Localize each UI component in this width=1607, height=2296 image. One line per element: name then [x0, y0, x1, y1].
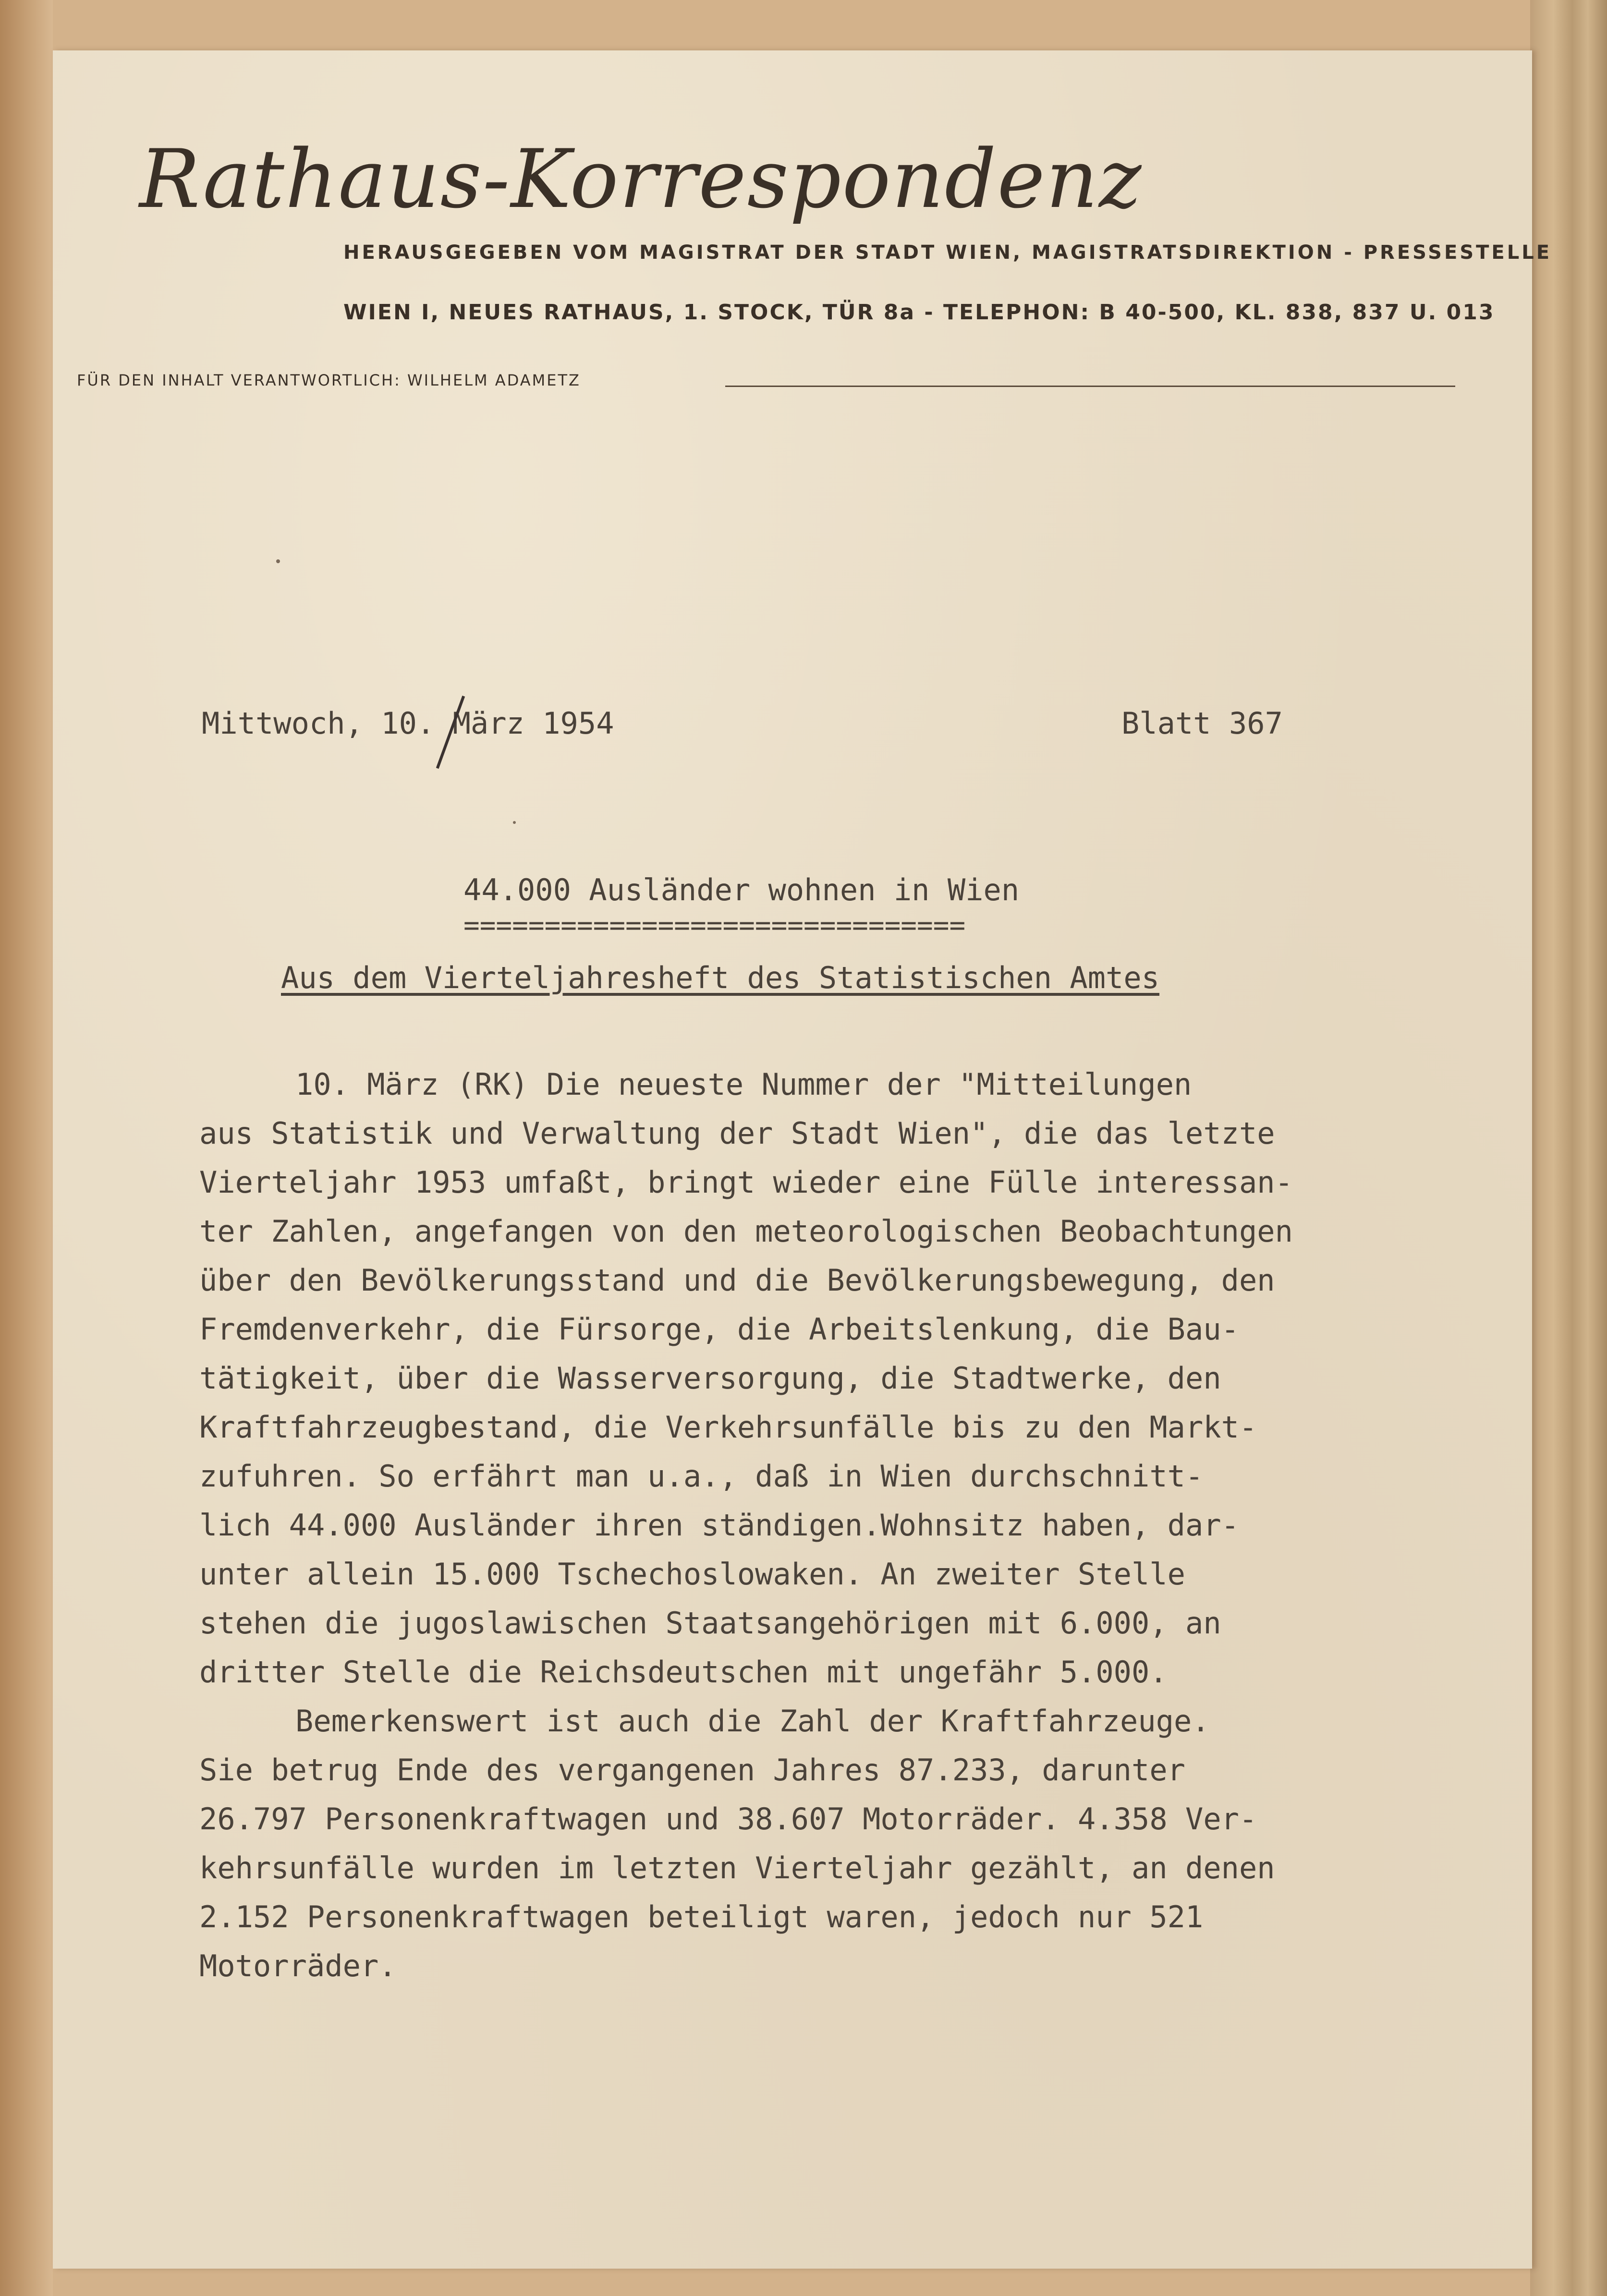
- body-line: über den Bevölkerungsstand und die Bevölkerungsbewegung, den: [199, 1263, 1275, 1298]
- body-line: 10. März (RK) Die neueste Nummer der "Mitteilungen: [295, 1067, 1192, 1102]
- responsible-rule: [725, 386, 1455, 387]
- body-line: Sie betrug Ende des vergangenen Jahres 87.233, darunter: [199, 1752, 1185, 1788]
- body-line: 26.797 Personenkraftwagen und 38.607 Motorräder. 4.358 Ver-: [199, 1801, 1257, 1837]
- page-edges: [1530, 0, 1607, 2296]
- body-line: Bemerkenswert ist auch die Zahl der Kraftfahrzeuge.: [295, 1704, 1210, 1739]
- body-line: lich 44.000 Ausländer ihren ständigen.Wohnsitz haben, dar-: [199, 1508, 1239, 1543]
- body-line: Vierteljahr 1953 umfaßt, bringt wieder eine Fülle interessan-: [199, 1165, 1293, 1200]
- publisher-line: HERAUSGEGEBEN VOM MAGISTRAT DER STADT WIEN, MAGISTRATSDIREKTION - PRESSESTELLE: [343, 242, 1552, 264]
- article-headline: 44.000 Ausländer wohnen in Wien: [463, 872, 1020, 907]
- body-line: aus Statistik und Verwaltung der Stadt Wien", die das letzte: [199, 1116, 1275, 1151]
- body-line: dritter Stelle die Reichsdeutschen mit ungefähr 5.000.: [199, 1655, 1168, 1690]
- address-line: WIEN I, NEUES RATHAUS, 1. STOCK, TÜR 8a - TELEPHON: B 40-500, KL. 838, 837 U. 013: [343, 300, 1495, 325]
- body-line: tätigkeit, über die Wasserversorgung, die Stadtwerke, den: [199, 1361, 1221, 1396]
- book-spine: [0, 0, 53, 2296]
- body-line: zufuhren. So erfährt man u.a., daß in Wien durchschnitt-: [199, 1459, 1204, 1494]
- date-line: Mittwoch, 10. März 1954: [202, 706, 614, 741]
- body-line: unter allein 15.000 Tschechoslowaken. An zweiter Stelle: [199, 1557, 1185, 1592]
- body-line: 2.152 Personenkraftwagen beteiligt waren, jedoch nur 521: [199, 1899, 1204, 1934]
- body-line: Kraftfahrzeugbestand, die Verkehrsunfälle bis zu den Markt-: [199, 1410, 1257, 1445]
- headline-double-rule: ===============================: [463, 910, 966, 941]
- sheet-number: Blatt 367: [1121, 706, 1283, 741]
- article-subheadline: Aus dem Vierteljahresheft des Statistischen Amtes: [281, 960, 1160, 995]
- body-line: Motorräder.: [199, 1948, 397, 1983]
- body-line: ter Zahlen, angefangen von den meteorologischen Beobachtungen: [199, 1214, 1293, 1249]
- body-line: Fremdenverkehr, die Fürsorge, die Arbeitslenkung, die Bau-: [199, 1312, 1239, 1347]
- body-line: stehen die jugoslawischen Staatsangehörigen mit 6.000, an: [199, 1606, 1221, 1641]
- masthead-title: Rathaus-Korrespondenz: [139, 132, 1143, 226]
- body-line: kehrsunfälle wurden im letzten Vierteljahr gezählt, an denen: [199, 1850, 1275, 1885]
- speck: [513, 821, 516, 824]
- speck: [276, 559, 280, 563]
- responsible-editor-line: FÜR DEN INHALT VERANTWORTLICH: WILHELM ADAMETZ: [77, 371, 581, 389]
- document-sheet: [53, 50, 1552, 2269]
